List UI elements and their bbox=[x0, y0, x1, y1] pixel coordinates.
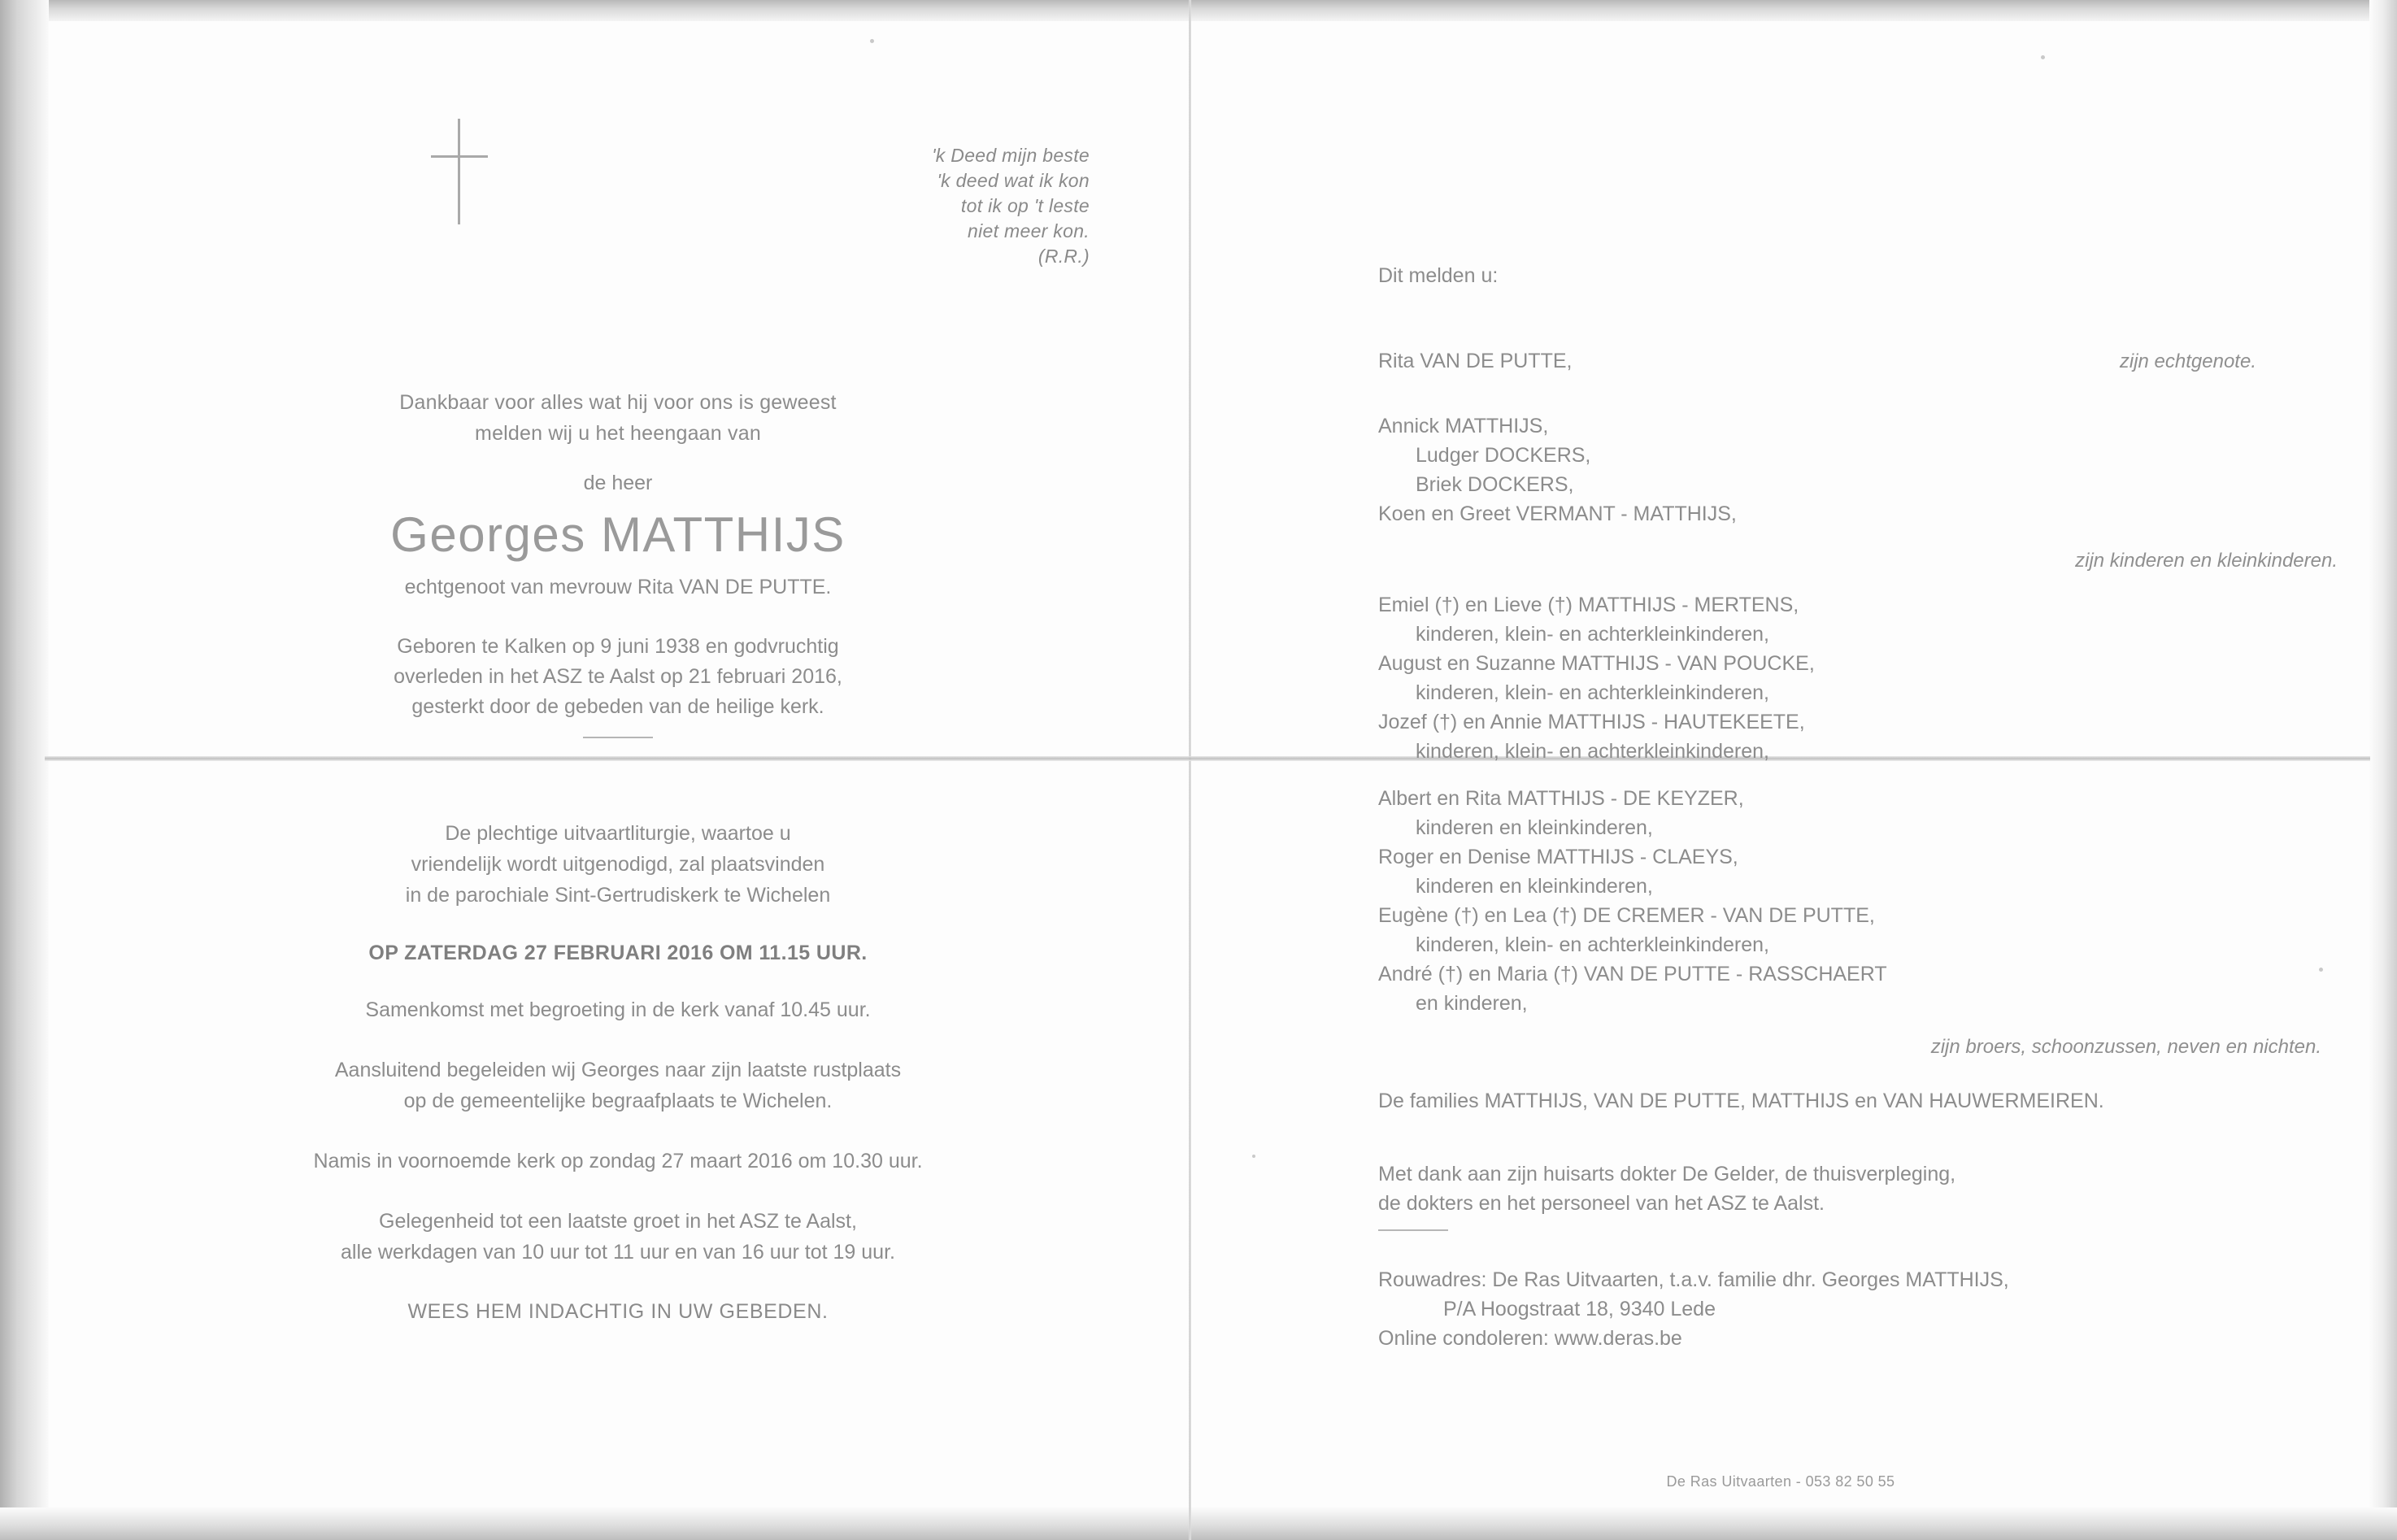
card-left-page bbox=[49, 21, 1189, 1507]
children-block bbox=[1378, 411, 2338, 572]
verse-line: niet meer kon. bbox=[968, 220, 1090, 241]
thanks-line: Met dank aan zijn huisarts dokter De Gelder, de thuisverpleging, bbox=[1378, 1163, 1956, 1185]
widow-relation: zijn echtgenote. bbox=[2119, 350, 2256, 372]
scan-edge-bottom bbox=[0, 1507, 2397, 1540]
condolence-line: Online condoleren: www.deras.be bbox=[1378, 1327, 1682, 1350]
announce-label bbox=[1378, 261, 2321, 290]
scan-edge-right bbox=[2369, 0, 2397, 1540]
biography-line: overleden in het ASZ te Aalst op 21 februari 2016, bbox=[394, 665, 842, 688]
sibling-line: Jozef (†) en Annie MATTHIJS - HAUTEKEETE, bbox=[1378, 711, 1805, 733]
thanks-block bbox=[1378, 1159, 2354, 1231]
sibling-line: André (†) en Maria (†) VAN DE PUTTE - RASSCHAERT bbox=[1378, 963, 1887, 985]
child-line: Annick MATTHIJS, bbox=[1378, 415, 1549, 437]
cross-icon bbox=[431, 119, 488, 224]
siblings-relation: zijn broers, schoonzussen, neven en nichten. bbox=[1930, 1036, 2321, 1058]
sibling-line: kinderen en kleinkinderen, bbox=[1416, 816, 1653, 839]
biography-line: gesterkt door de gebeden van de heilige kerk. bbox=[411, 695, 824, 718]
condolence-line: P/A Hoogstraat 18, 9340 Lede bbox=[1443, 1298, 1716, 1320]
sibling-line: kinderen, klein- en achterkleinkinderen, bbox=[1416, 681, 1769, 704]
verse-line: 'k Deed mijn beste bbox=[932, 145, 1090, 166]
child-line: Briek DOCKERS, bbox=[1416, 473, 1574, 496]
sibling-line: Albert en Rita MATTHIJS - DE KEYZER, bbox=[1378, 787, 1744, 810]
printer-footer: De Ras Uitvaarten - 053 82 50 55 bbox=[1666, 1473, 1895, 1490]
service-intro-line: De plechtige uitvaartliturgie, waartoe u bbox=[445, 822, 791, 845]
sibling-line: kinderen, klein- en achterkleinkinderen, bbox=[1416, 740, 1769, 763]
visitation-line: alle werkdagen van 10 uur tot 11 uur en van 16 uur tot 19 uur. bbox=[341, 1241, 895, 1264]
scan-edge-left bbox=[0, 0, 49, 1540]
honorific: de heer bbox=[583, 472, 653, 494]
service-intro-line: in de parochiale Sint-Gertrudiskerk te Wichelen bbox=[405, 884, 831, 907]
siblings-block-1 bbox=[1378, 590, 2338, 766]
gathering-line: Samenkomst met begroeting in de kerk vanaf 10.45 uur. bbox=[365, 998, 871, 1021]
intro-line: Dankbaar voor alles wat hij voor ons is geweest bbox=[399, 391, 837, 414]
verse-line: tot ik op 't leste bbox=[960, 195, 1090, 216]
verse-attribution: (R.R.) bbox=[1038, 246, 1090, 267]
spouse-line: echtgenoot van mevrouw Rita VAN DE PUTTE. bbox=[404, 576, 832, 598]
visitation-line: Gelegenheid tot een laatste groet in het ASZ te Aalst, bbox=[379, 1210, 857, 1233]
verse-line: 'k deed wat ik kon bbox=[937, 170, 1090, 191]
child-line: Ludger DOCKERS, bbox=[1416, 444, 1591, 467]
divider bbox=[1378, 1229, 1448, 1231]
children-relation: zijn kinderen en kleinkinderen. bbox=[2075, 550, 2338, 572]
sibling-line: Roger en Denise MATTHIJS - CLAEYS, bbox=[1378, 846, 1738, 868]
widow-block bbox=[1378, 346, 2338, 376]
sibling-line: en kinderen, bbox=[1416, 992, 1528, 1015]
announce-label-text: Dit melden u: bbox=[1378, 264, 1499, 287]
widow-name: Rita VAN DE PUTTE, bbox=[1378, 350, 1573, 372]
intro-line: melden wij u het heengaan van bbox=[475, 422, 761, 445]
child-line: Koen en Greet VERMANT - MATTHIJS, bbox=[1378, 502, 1737, 525]
service-block bbox=[81, 818, 1155, 1324]
biography-line: Geboren te Kalken op 9 juni 1938 en godvruchtig bbox=[397, 635, 839, 658]
families-block bbox=[1378, 1086, 2354, 1116]
verse-block bbox=[569, 143, 1090, 269]
card-right-page bbox=[1191, 21, 2370, 1507]
memorial-mass-line: Namis in voornoemde kerk op zondag 27 maart 2016 om 10.30 uur. bbox=[313, 1150, 923, 1172]
closing-line: WEES HEM INDACHTIG IN UW GEBEDEN. bbox=[407, 1300, 829, 1323]
scan-edge-top bbox=[0, 0, 2397, 21]
service-datetime: OP ZATERDAG 27 FEBRUARI 2016 OM 11.15 UUR. bbox=[368, 942, 868, 964]
burial-line: op de gemeentelijke begraafplaats te Wichelen. bbox=[403, 1090, 833, 1112]
sibling-line: kinderen en kleinkinderen, bbox=[1416, 875, 1653, 898]
divider bbox=[583, 737, 653, 738]
condolence-line: Rouwadres: De Ras Uitvaarten, t.a.v. familie dhr. Georges MATTHIJS, bbox=[1378, 1268, 2009, 1291]
burial-line: Aansluitend begeleiden wij Georges naar zijn laatste rustplaats bbox=[334, 1059, 902, 1081]
siblings-block-2 bbox=[1378, 784, 2338, 1059]
sibling-line: kinderen, klein- en achterkleinkinderen, bbox=[1416, 623, 1769, 646]
sibling-line: Eugène (†) en Lea (†) DE CREMER - VAN DE PUTTE, bbox=[1378, 904, 1875, 927]
condolence-block bbox=[1378, 1265, 2370, 1353]
sibling-line: kinderen, klein- en achterkleinkinderen, bbox=[1416, 933, 1769, 956]
families-line: De families MATTHIJS, VAN DE PUTTE, MATTHIJS en VAN HAUWERMEIREN. bbox=[1378, 1090, 2104, 1112]
sibling-line: August en Suzanne MATTHIJS - VAN POUCKE, bbox=[1378, 652, 1815, 675]
deceased-name: Georges MATTHIJS bbox=[390, 507, 846, 562]
service-intro-line: vriendelijk wordt uitgenodigd, zal plaatsvinden bbox=[411, 853, 825, 876]
sibling-line: Emiel (†) en Lieve (†) MATTHIJS - MERTENS, bbox=[1378, 594, 1799, 616]
announcement-block bbox=[81, 387, 1155, 738]
thanks-line: de dokters en het personeel van het ASZ te Aalst. bbox=[1378, 1192, 1825, 1215]
